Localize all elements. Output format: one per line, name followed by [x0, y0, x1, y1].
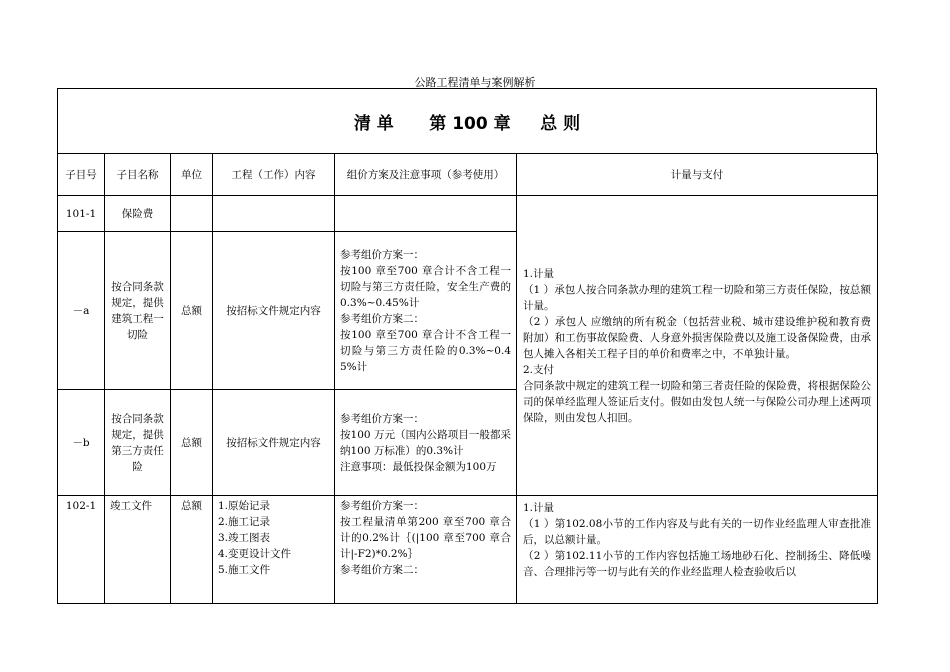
- col-header-unit: 单位: [171, 154, 213, 196]
- table-row: [58, 196, 878, 232]
- chapter-title-box: [57, 89, 877, 154]
- payment-cell: 1.计量 （1 ）第102.08小节的工作内容及与此有关的一切作业经监理人审查批准后，以总额计量。 （2 ）第102.11小节的工作内容包括施工场地砂石化、控制扬尘、降低噪音、合理排污等一切与此有关的作业经监理人检查验收后以: [517, 496, 878, 604]
- item-name: 保险费: [105, 196, 171, 232]
- chapter-title: 清 单 第 100 章 总 则: [353, 113, 581, 134]
- col-header-code: 子目号: [58, 154, 105, 196]
- item-code: －a: [58, 232, 105, 390]
- bill-table: [57, 153, 878, 604]
- page-header-title: 公路工程清单与案例解析: [414, 76, 536, 89]
- item-pricing: [335, 196, 517, 232]
- item-work: 按招标文件规定内容: [213, 232, 335, 390]
- item-code: －b: [58, 390, 105, 496]
- col-header-name: 子目名称: [105, 154, 171, 196]
- item-pricing: 参考组价方案一： 按100 万元（国内公路项目一般都采纳100 万标准）的0.3%计 注意事项：最低投保金额为100万: [335, 390, 517, 496]
- item-unit: [171, 196, 213, 232]
- item-name: 竣工文件: [105, 496, 171, 604]
- item-work: [213, 196, 335, 232]
- item-name: 按合同条款规定，提供建筑工程一切险: [105, 232, 171, 390]
- item-code: 101-1: [58, 196, 105, 232]
- item-work: 1.原始记录 2.施工记录 3.竣工图表 4.变更设计文件 5.施工文件: [213, 496, 335, 604]
- item-unit: 总额: [171, 390, 213, 496]
- col-header-payment: 计量与支付: [517, 154, 878, 196]
- table-header-row: [58, 154, 878, 196]
- payment-cell: 1.计量 （1 ）承包人按合同条款办理的建筑工程一切险和第三方责任保险，按总额计量。 （2 ）承包人 应缴纳的所有税金（包括营业税、城市建设维护税和教育费附加）和工伤事故保险费、人身意外损害保险费以及施工设备保险费，由承包人摊入各相关工程子目的单价和费率之中，不单独计量。 2.支付 合同条款中规定的建筑工程一切险和第三者责任险的保险费，将根据保险公司的保单经监理人签证后支付。假如由发包人统一与保险公司办理上述两项保险，则由发包人扣回。: [517, 196, 878, 496]
- col-header-work: 工程（工作）内容: [213, 154, 335, 196]
- item-pricing: 参考组价方案一： 按工程量清单第200 章至700 章合计的0.2%计｛(|100 章至700 章合计|-F2)*0.2%｝ 参考组价方案二：: [335, 496, 517, 604]
- item-code: 102-1: [58, 496, 105, 604]
- item-name: 按合同条款规定，提供第三方责任险: [105, 390, 171, 496]
- item-unit: 总额: [171, 232, 213, 390]
- col-header-pricing: 组价方案及注意事项（参考使用）: [335, 154, 517, 196]
- item-unit: 总额: [171, 496, 213, 604]
- table-row: [58, 496, 878, 604]
- item-pricing: 参考组价方案一： 按100 章至700 章合计不含工程一切险与第三方责任险，安全生产费的0.3%~0.45%计 参考组价方案二： 按100 章至700 章合计不含工程一切险与第三方责任险的0.3%~0.45%计: [335, 232, 517, 390]
- item-work: 按招标文件规定内容: [213, 390, 335, 496]
